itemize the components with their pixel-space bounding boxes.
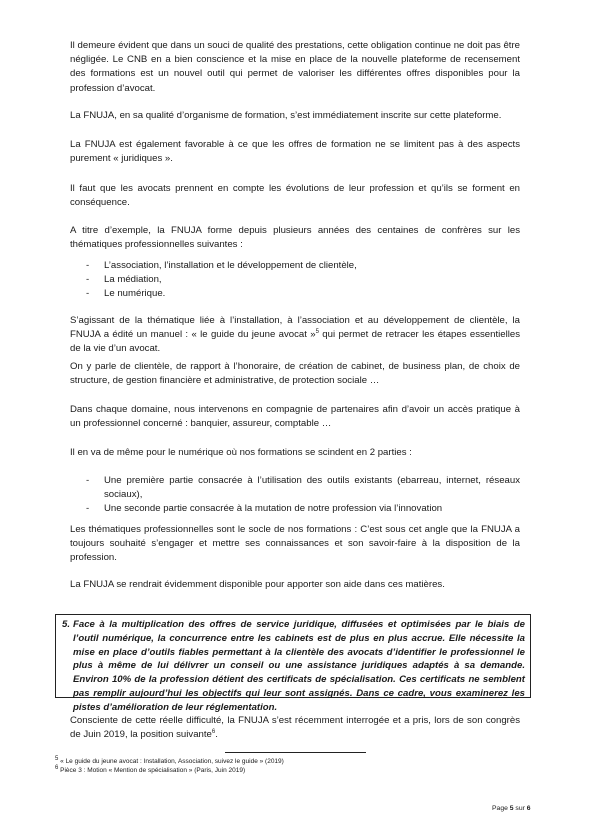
paragraph-topics: On y parle de clientèle, de rapport à l’honoraire, de création de cabinet, de business plan, de choix de structure, de gestion financière et administrative, de protection sociale … bbox=[70, 361, 520, 387]
footnote-separator bbox=[225, 752, 366, 753]
paragraph-digital: Il en va de même pour le numérique où nos formations se scindent en 2 parties : bbox=[70, 447, 412, 458]
page-number-current: 5 bbox=[509, 805, 514, 812]
paragraph-availability: La FNUJA se rendrait évidemment disponible pour apporter son aide dans ces matières. bbox=[70, 579, 445, 590]
page-number-prefix: Page bbox=[492, 805, 510, 812]
paragraph-evolutions: Il faut que les avocats prennent en compte les évolutions de leur profession et qu’ils se forment en conséquence. bbox=[70, 183, 520, 209]
footnote-marker: 5 bbox=[55, 755, 59, 762]
paragraph-guide bbox=[70, 314, 520, 357]
footnote-marker: 6 bbox=[55, 764, 59, 771]
paragraph-position-end: . bbox=[215, 729, 218, 741]
paragraph-continuing-education: Il demeure évident que dans un souci de qualité des prestations, cette obligation continue ne doit pas être négligée. Le CNB en a bien conscience et la mise en place de la nouvelle plateforme de recensement des formations est un nouvel outil qui permet de valoriser les différentes offres disponibles pour la profession d’avocat. bbox=[70, 40, 520, 94]
list-item: - Le numérique. bbox=[86, 287, 520, 301]
page-number-middle: sur bbox=[513, 805, 527, 812]
footnote-6 bbox=[55, 766, 245, 775]
digital-parts-list bbox=[86, 474, 520, 517]
paragraph-fnuja-favorable: La FNUJA est également favorable à ce que les offres de formation ne se limitent pas à des aspects purement « juridiques ». bbox=[70, 139, 520, 165]
paragraph-fnuja-registered: La FNUJA, en sa qualité d’organisme de formation, s’est immédiatement inscrite sur cette plateforme. bbox=[70, 110, 502, 121]
boxed-question-5 bbox=[55, 614, 531, 713]
page-number bbox=[492, 805, 531, 812]
paragraph-position-text: Consciente de cette réelle difficulté, la FNUJA s’est récemment interrogée et a pris, lors de son congrès de Juin 2019, la position suivante bbox=[70, 715, 520, 741]
paragraph-guide-text: S’agissant de la thématique liée à l’installation, à l’association et au développement de clientèle, la FNUJA a édité un manuel : « le guide du jeune avocat » bbox=[70, 315, 520, 341]
footnote-text: « Le guide du jeune avocat : Installation, Association, suivez le guide » (2019) bbox=[58, 758, 284, 765]
question-text: Face à la multiplication des offres de service juridique, diffusées et optimisées par le biais de l’outil numérique, la concurrence entre les cabinets est de plus en plus accrue. Elle nécessite la mise en place d’outils fiables permettant à la clientèle des avocats d’identifier le professionnel le plus à même de lui délivrer un conseil ou une assistance juridiques adaptés à sa demande. Environ 10% de la profession détient des certificats de spécialisation. Ces certificats ne semblent pas remplir aujourd’hui les objectifs qui leur sont assignés. Dans ce cadre, vous examinerez les pistes d’amélioration de leur réglementation. bbox=[73, 619, 525, 713]
list-item: - L’association, l’installation et le développement de clientèle, bbox=[86, 259, 520, 273]
list-item: - Une seconde partie consacrée à la mutation de notre profession via l’innovation bbox=[86, 502, 520, 516]
list-item: - La médiation, bbox=[86, 273, 520, 287]
page-number-total: 6 bbox=[526, 805, 531, 812]
list-item: - Une première partie consacrée à l’utilisation des outils existants (ebarreau, internet, réseaux sociaux), bbox=[86, 474, 520, 502]
footnote-ref-6: 6 bbox=[211, 729, 216, 736]
footnote-text: Pièce 3 : Motion « Mention de spécialisation » (Paris, Juin 2019) bbox=[58, 767, 246, 774]
paragraph-partners: Dans chaque domaine, nous intervenons en compagnie de partenaires afin d’avoir un accès pratique à un professionnel concerné : banquier, assureur, comptable … bbox=[70, 404, 520, 430]
paragraph-example-themes: A titre d’exemple, la FNUJA forme depuis plusieurs années des centaines de confrères sur les thématiques professionnelles suivantes : bbox=[70, 225, 520, 251]
paragraph-guide-text-end: qui permet de retracer les étapes essentielles de la vie d’un avocat. bbox=[70, 329, 520, 355]
footnote-ref-5: 5 bbox=[315, 329, 319, 336]
paragraph-professional-themes: Les thématiques professionnelles sont le socle de nos formations : C’est sous cet angle que la FNUJA a toujours souhaité s’engager et mettre ses connaissances et son savoir-faire à la disposition de la profession. bbox=[70, 524, 520, 564]
question-number: 5. bbox=[62, 619, 71, 630]
paragraph-position bbox=[70, 714, 520, 742]
footnote-5 bbox=[55, 757, 284, 766]
themes-list bbox=[86, 259, 520, 302]
